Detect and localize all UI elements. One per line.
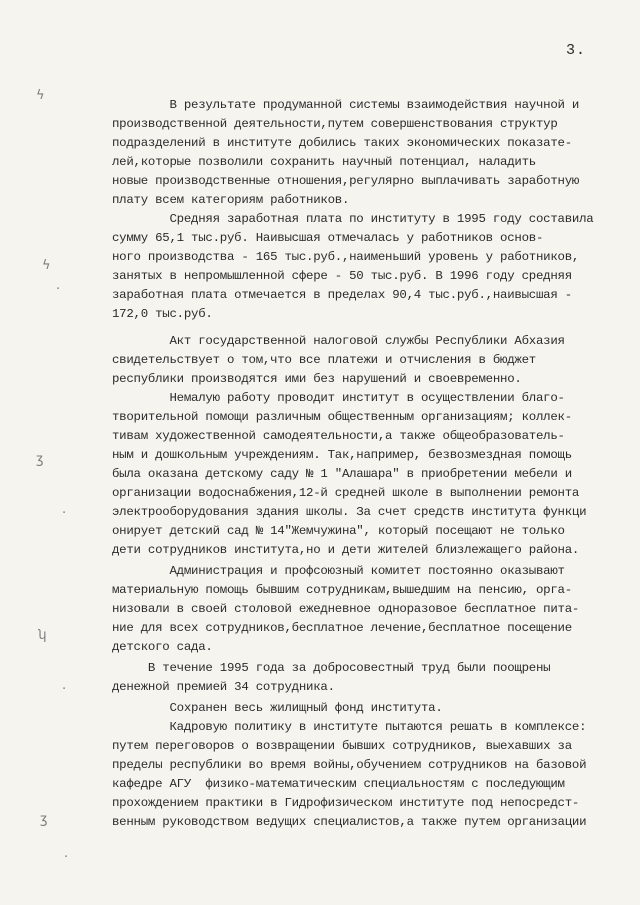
text-line: ного производства - 165 тыс.руб.,наименьший уровень у работников,: [112, 250, 580, 264]
text-line: Сохранен весь жилищный фонд института.: [112, 701, 443, 715]
text-line: подразделений в институте добились таких экономических показате-: [112, 136, 572, 150]
scan-speck-mark: ·: [64, 850, 69, 865]
text-line: Немалую работу проводит институт в осуществлении благо-: [112, 391, 565, 405]
scan-speck-mark: ϟ: [36, 88, 45, 103]
scan-speck-mark: ·: [62, 506, 67, 521]
text-line: 172,0 тыс.руб.: [112, 307, 213, 321]
text-line: В течение 1995 года за добросовестный труд были поощрены: [112, 661, 551, 675]
text-line: заработная плата отмечается в пределах 90,4 тыс.руб.,наивысшая -: [112, 288, 572, 302]
text-line: Средняя заработная плата по институту в 1995 году составила: [112, 212, 594, 226]
scan-speck-mark: ·: [56, 282, 61, 297]
text-line: творительной помощи различным общественным организациям; коллек-: [112, 410, 572, 424]
text-line: дети сотрудников института,но и дети жителей близлежащего района.: [112, 543, 580, 557]
text-line: В результате продуманной системы взаимодействия научной и: [112, 98, 580, 112]
text-line: венным руководством ведущих специалистов,а также путем организации: [112, 815, 587, 829]
text-line: онирует детский сад № 14"Жемчужина", который посещают не только: [112, 524, 565, 538]
scan-speck-mark: ʒ: [40, 812, 48, 827]
text-line: свидетельствует о том,что все платежи и отчисления в бюджет: [112, 353, 536, 367]
text-line: кафедре АГУ физико-математическим специальностям с последующим: [112, 777, 565, 791]
text-line: организации водоснабжения,12-й средней школе в выполнении ремонта: [112, 486, 580, 500]
text-line: плату всем категориям работников.: [112, 193, 350, 207]
text-line: Администрация и профсоюзный комитет постоянно оказывают: [112, 564, 565, 578]
text-line: была оказана детскому саду № 1 "Алашара" в приобретении мебели и: [112, 467, 572, 481]
page-number: 3.: [566, 42, 587, 59]
text-line: лей,которые позволили сохранить научный потенциал, наладить: [112, 155, 536, 169]
text-line: путем переговоров о возвращении бывших сотрудников, выехавших за: [112, 739, 572, 753]
scan-speck-mark: ʮ: [38, 628, 47, 643]
text-line: Акт государственной налоговой службы Республики Абхазия: [112, 334, 565, 348]
text-line: производственной деятельности,путем совершенствования структур: [112, 117, 558, 131]
text-line: тивам художественной самодеятельности,а также общеобразователь-: [112, 429, 565, 443]
text-line: низовали в своей столовой ежедневное одноразовое бесплатное пита-: [112, 602, 580, 616]
text-line: Кадровую политику в институте пытаются решать в комплексе:: [112, 720, 587, 734]
text-line: ным и дошкольным учреждениям. Так,например, безвозмездная помощь: [112, 448, 572, 462]
text-line: денежной премией 34 сотрудника.: [112, 680, 335, 694]
scan-speck-mark: ʒ: [36, 452, 44, 467]
text-line: занятых в непромышленной сфере - 50 тыс.руб. В 1996 году средняя: [112, 269, 572, 283]
text-line: ние для всех сотрудников,бесплатное лечение,бесплатное посещение: [112, 621, 572, 635]
text-line: новые производственные отношения,регулярно выплачивать заработную: [112, 174, 580, 188]
scan-speck-mark: ϟ: [42, 258, 51, 273]
text-line: прохождением практики в Гидрофизическом институте под непосредст-: [112, 796, 580, 810]
scan-speck-mark: ·: [62, 682, 67, 697]
text-line: сумму 65,1 тыс.руб. Наивысшая отмечалась у работников основ-: [112, 231, 544, 245]
text-line: электрооборудования здания школы. За счет средств института функци: [112, 505, 587, 519]
text-line: материальную помощь бывшим сотрудникам,вышедшим на пенсию, орга-: [112, 583, 572, 597]
text-line: пределы республики во время войны,обучением сотрудников на базовой: [112, 758, 587, 772]
text-line: республики производятся ими без нарушений и своевременно.: [112, 372, 522, 386]
text-line: детского сада.: [112, 640, 213, 654]
